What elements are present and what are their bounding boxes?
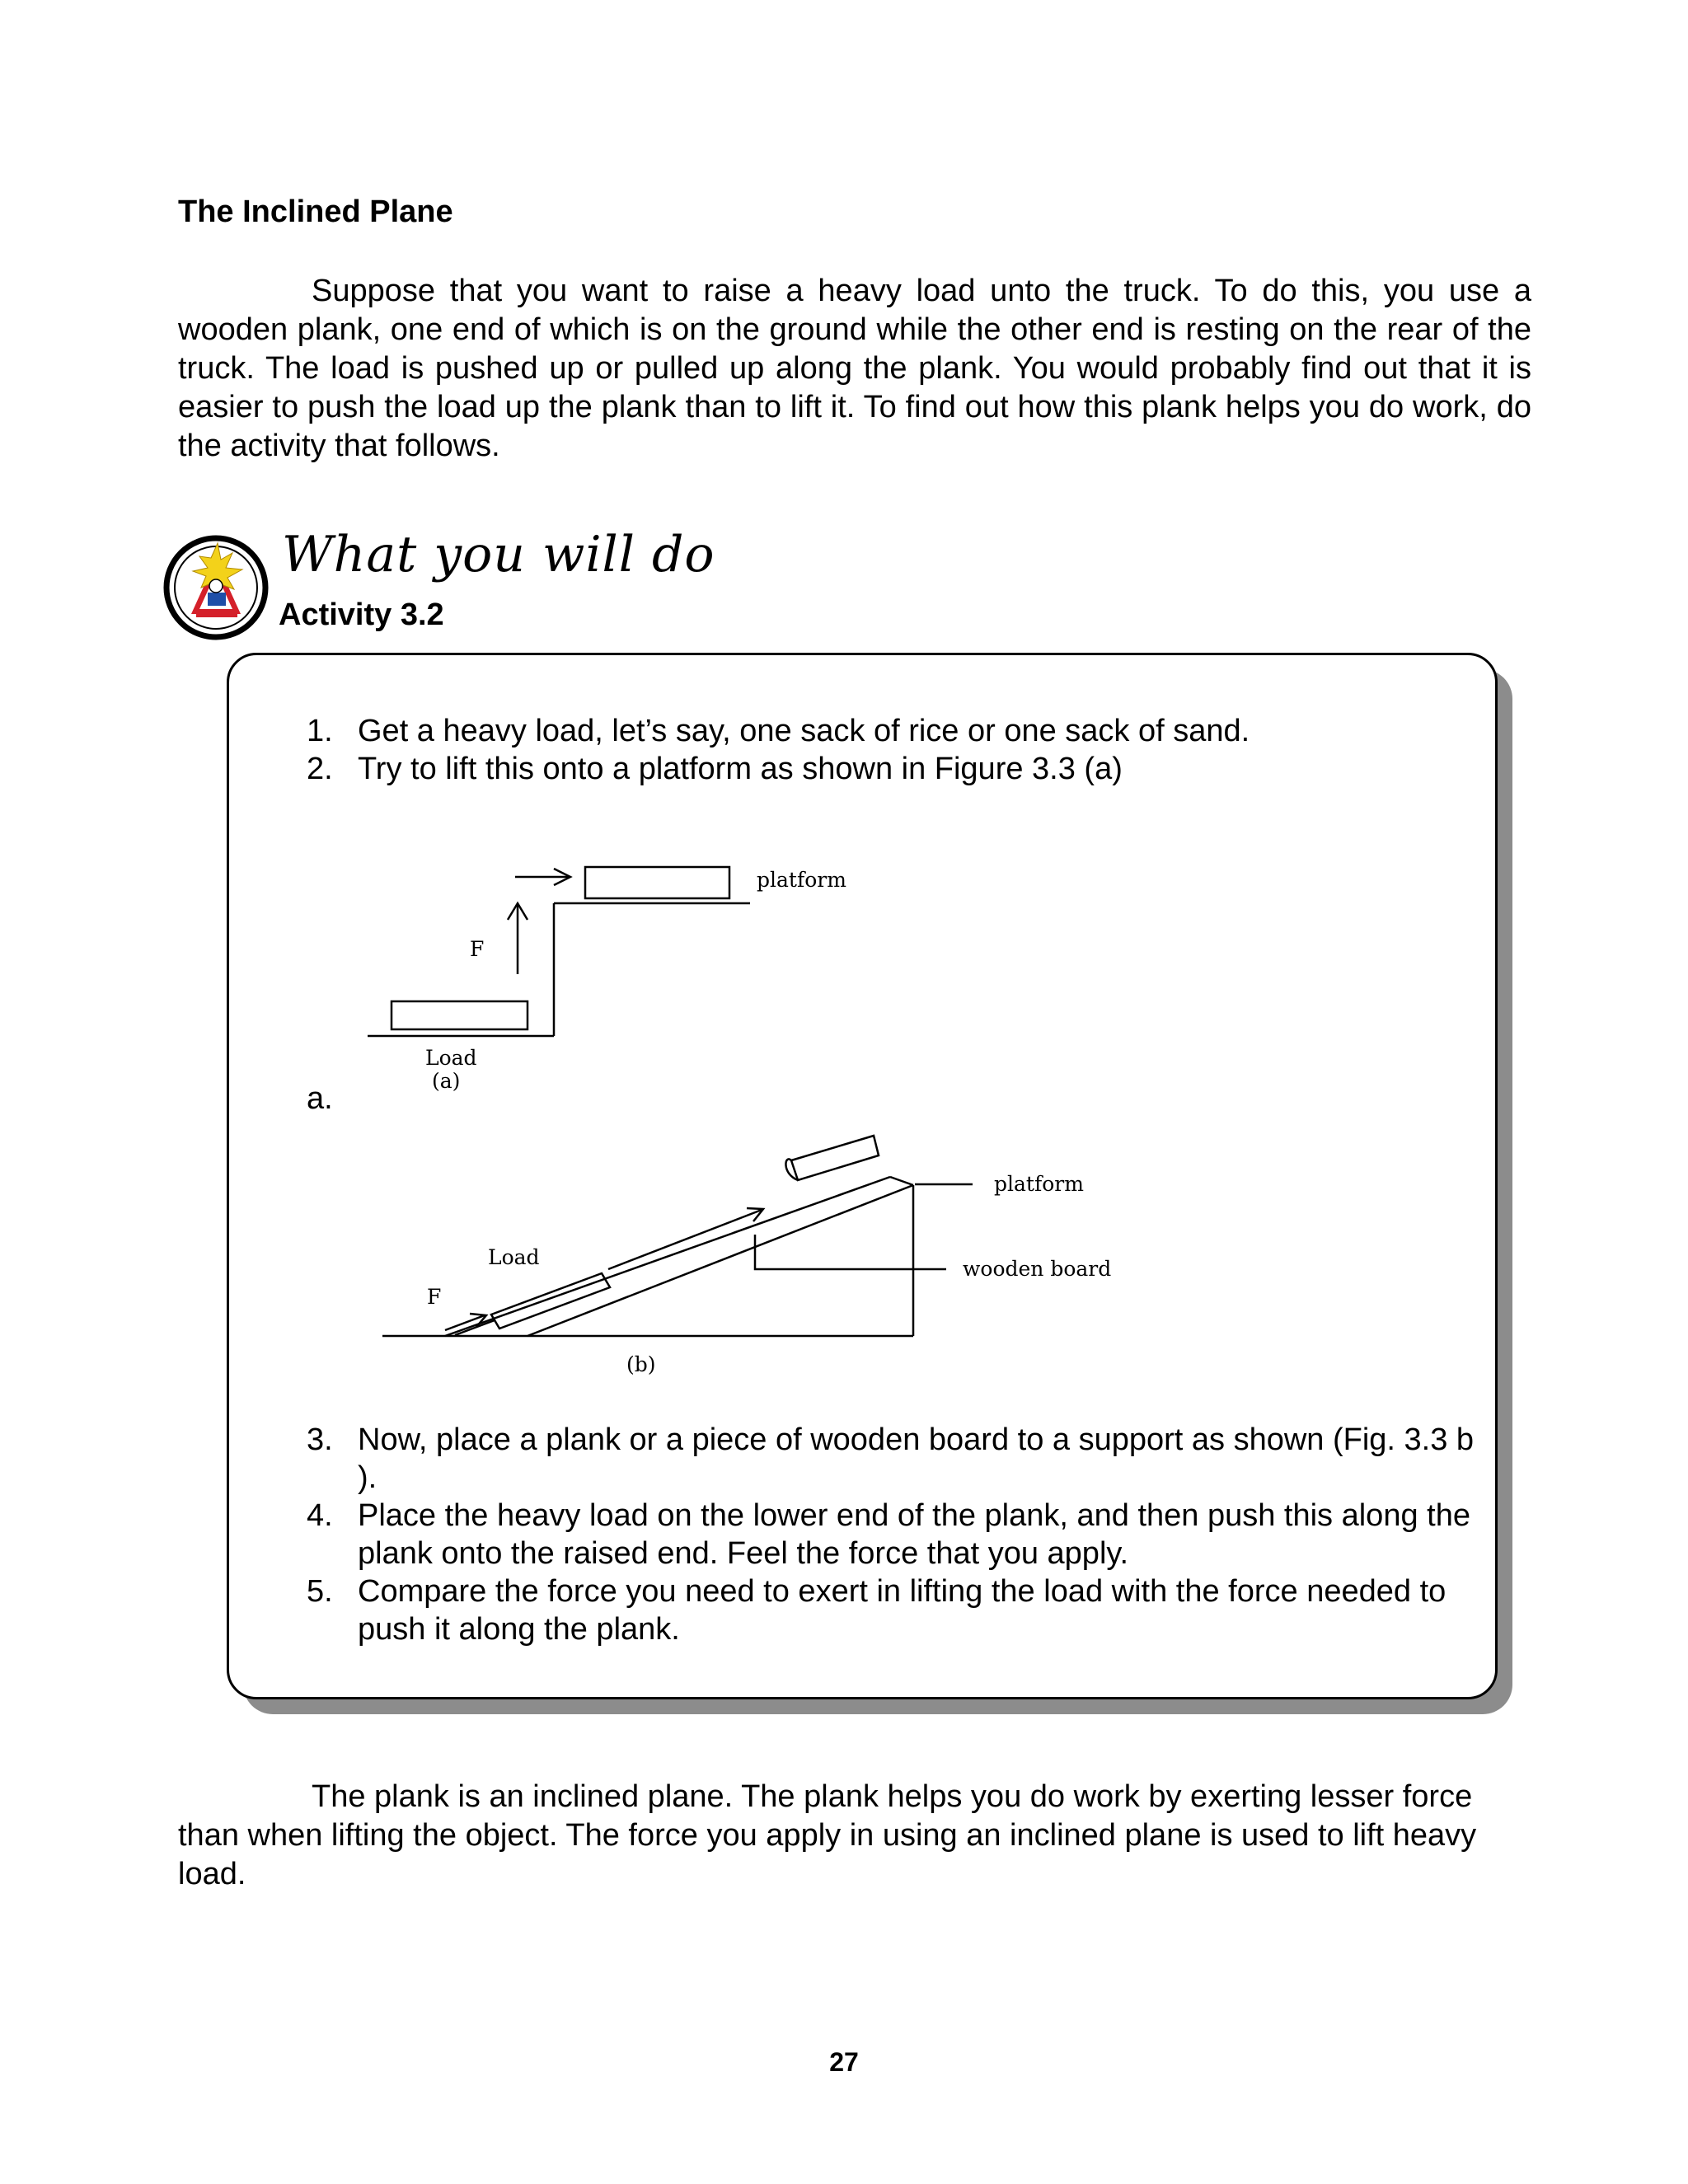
step-item: [307, 1572, 1477, 1648]
force-label-a: F: [470, 937, 485, 961]
step-number: 2.: [307, 752, 333, 786]
activity-badge-icon: [163, 535, 269, 640]
page-number: 27: [829, 2047, 859, 2077]
caption-a: (a): [432, 1069, 461, 1093]
figure-item-letter: a.: [307, 1081, 333, 1116]
section-heading: The Inclined Plane: [178, 194, 453, 229]
step-text: Try to lift this onto a platform as shown in Figure 3.3 (a): [358, 752, 1123, 786]
load-label-a: Load: [425, 1046, 477, 1070]
platform-box-a: [585, 867, 729, 898]
force-arrow-b2: [455, 1320, 495, 1335]
step-item: [307, 750, 1250, 788]
load-box-lower-b: [491, 1273, 610, 1329]
caption-b: (b): [626, 1352, 656, 1376]
plank-end-b: [890, 1177, 913, 1185]
step-text: Get a heavy load, let’s say, one sack of rice or one sack of sand.: [358, 714, 1250, 748]
load-box-a: [392, 1001, 528, 1029]
step-item: [307, 712, 1250, 750]
intro-paragraph: Suppose that you want to raise a heavy load unto the truck. To do this, you use a wooden plank, one end of which is on the ground while the other end is resting on the rear of the truck. The load is pushed up or pulled up along the plank. You would probably find out that it is easier to push the load up the plank than to lift it. To find out how this plank helps you do work, do the activity that follows.: [178, 274, 1531, 463]
steps-before-figure: [307, 712, 1250, 788]
step-text: Place the heavy load on the lower end of the plank, and then push this along the plank onto the raised end. Feel the force that you apply.: [358, 1498, 1470, 1571]
platform-label-b: platform: [994, 1172, 1084, 1196]
platform-label-a: platform: [757, 868, 846, 892]
load-label-b: Load: [488, 1245, 540, 1269]
motion-arrow-b: [608, 1210, 762, 1269]
step-number: 1.: [307, 714, 333, 748]
load-box-upper-b: [791, 1136, 879, 1180]
force-label-b: F: [427, 1285, 442, 1309]
inclined-plane-figure: [346, 841, 1121, 1401]
step-text: Compare the force you need to exert in lifting the load with the force needed to push it along the plank.: [358, 1574, 1447, 1647]
step-number: 3.: [307, 1422, 333, 1457]
step-number: 4.: [307, 1498, 333, 1533]
closing-paragraph: The plank is an inclined plane. The plank helps you do work by exerting lesser force than when lifting the object. The force you apply in using an inclined plane is used to lift heavy load.: [178, 1779, 1477, 1891]
board-leader-b: [755, 1235, 946, 1269]
step-number: 5.: [307, 1574, 333, 1609]
board-label-b: wooden board: [963, 1257, 1112, 1281]
activity-label: Activity 3.2: [279, 598, 444, 632]
activity-script-title: What you will do: [282, 526, 715, 583]
step-text: Now, place a plank or a piece of wooden board to a support as shown (Fig. 3.3 b ).: [358, 1422, 1475, 1495]
steps-after-figure: [307, 1421, 1477, 1648]
plank-bottom-b: [528, 1185, 913, 1336]
step-item: [307, 1421, 1477, 1497]
step-item: [307, 1497, 1477, 1572]
